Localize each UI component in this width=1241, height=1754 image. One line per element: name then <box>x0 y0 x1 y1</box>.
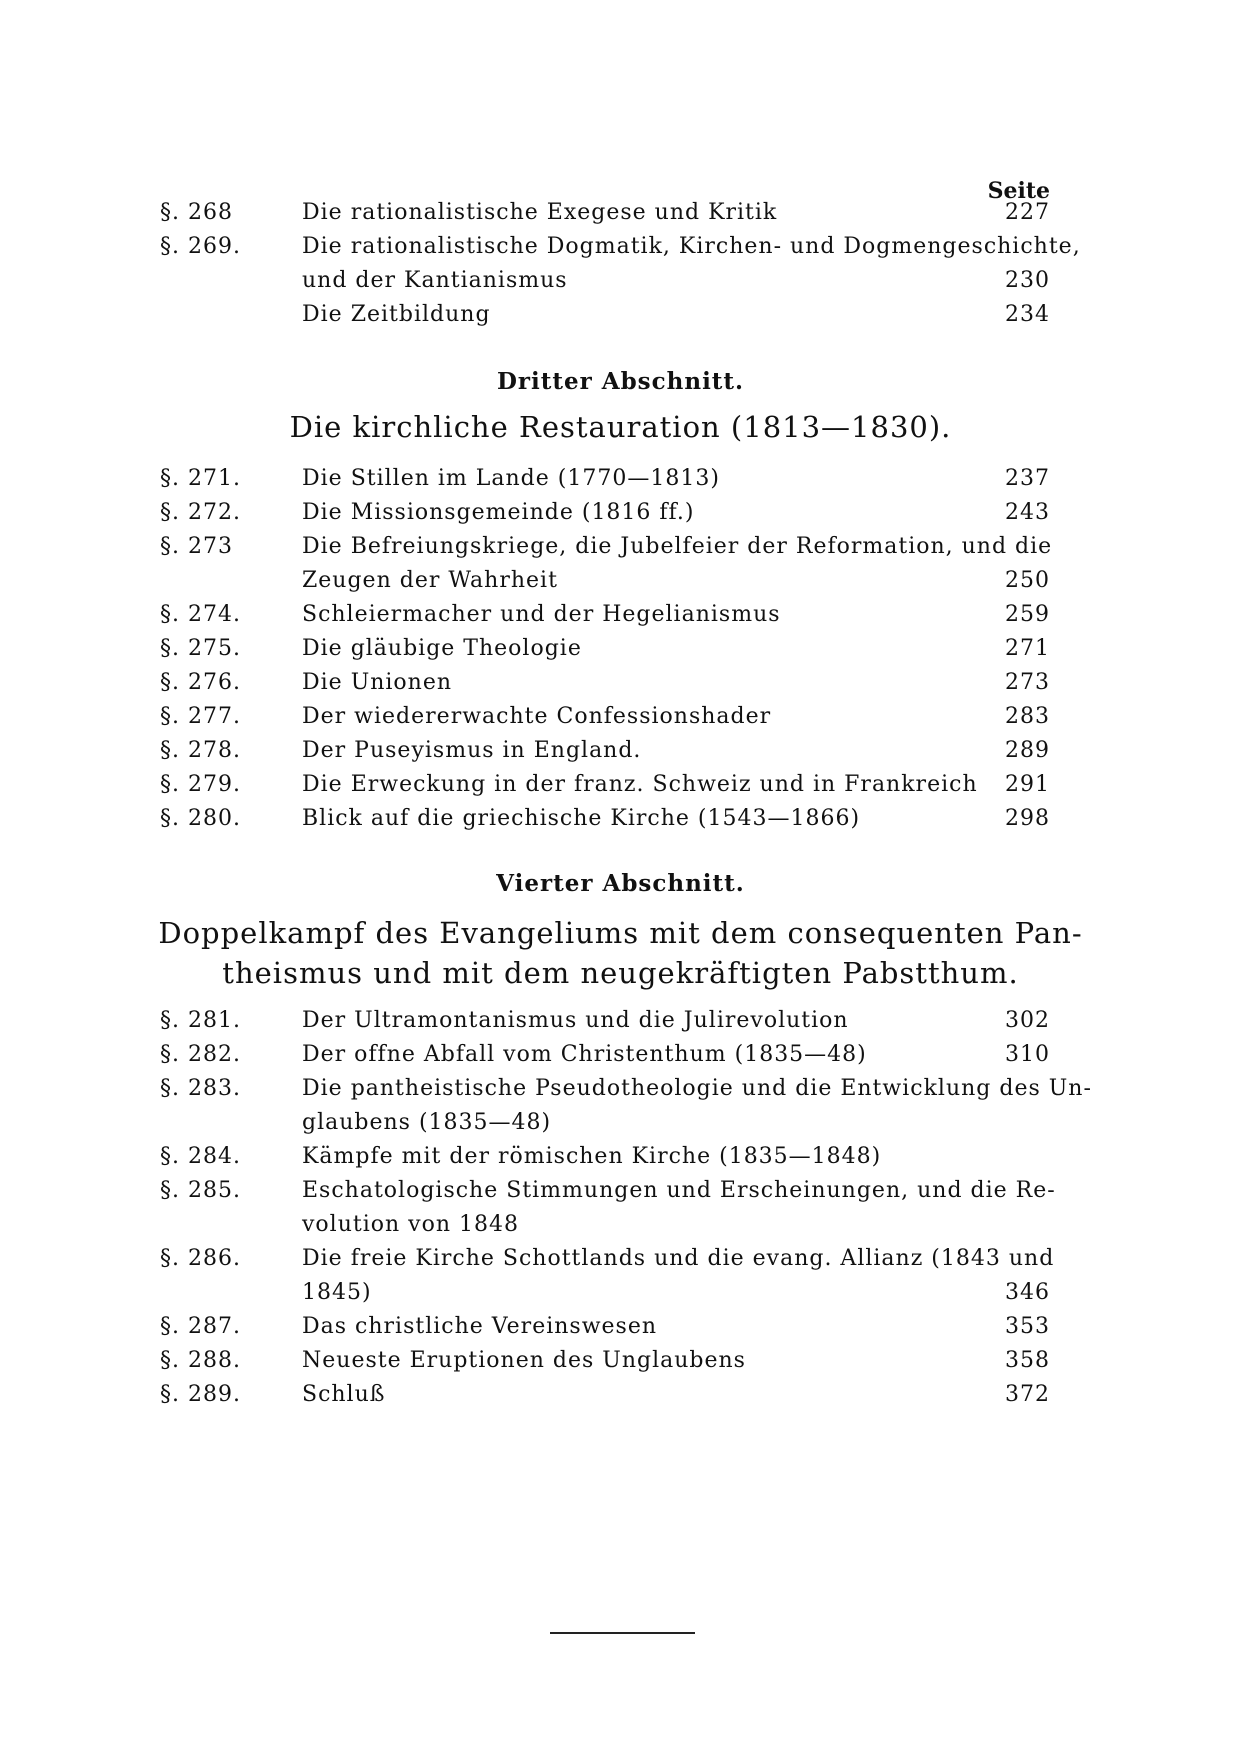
toc-entry <box>160 602 1050 638</box>
entry-page: 273 <box>1005 670 1050 695</box>
entry-number: §. 286. <box>160 1246 241 1271</box>
toc-entry <box>160 1212 1050 1248</box>
toc-entry <box>160 500 1050 536</box>
entry-title: Zeugen der Wahrheit <box>302 568 558 593</box>
toc-entry <box>160 234 1081 270</box>
entry-title: Der offne Abfall vom Christenthum (1835—48) <box>302 1042 867 1067</box>
toc-entry <box>160 738 1050 774</box>
entry-number: §. 287. <box>160 1314 241 1339</box>
entry-page: 227 <box>1005 200 1050 225</box>
entry-number: §. 288. <box>160 1348 241 1373</box>
entry-number: §. 284. <box>160 1144 241 1169</box>
entry-number: §. 271. <box>160 466 241 491</box>
entry-page: 302 <box>1005 1008 1050 1033</box>
toc-entry <box>160 302 1050 338</box>
toc-entry <box>160 1008 1050 1044</box>
entry-title: Das christliche Vereinswesen <box>302 1314 658 1339</box>
entry-title: Die Zeitbildung <box>302 302 491 327</box>
entry-number: §. 277. <box>160 704 241 729</box>
toc-entry <box>160 704 1050 740</box>
entry-number: §. 285. <box>160 1178 241 1203</box>
toc-entry <box>160 534 1053 570</box>
entry-title: Blick auf die griechische Kirche (1543—1866) <box>302 806 861 831</box>
toc-entry <box>160 568 1050 604</box>
entry-title: Die gläubige Theologie <box>302 636 582 661</box>
entry-page: 291 <box>1005 772 1050 797</box>
entry-number: §. 279. <box>160 772 241 797</box>
entry-title: Der wiedererwachte Confessionshader <box>302 704 772 729</box>
entry-title: Schluß <box>302 1382 386 1407</box>
entry-title: und der Kantianismus <box>302 268 568 293</box>
toc-entry <box>160 1178 1056 1214</box>
toc-entry <box>160 1246 1055 1282</box>
entry-number: §. 272. <box>160 500 241 525</box>
section-title-restauration: Die kirchliche Restauration (1813—1830). <box>289 410 952 444</box>
entry-page: 346 <box>1005 1280 1050 1305</box>
toc-entry <box>160 670 1050 706</box>
entry-page: 310 <box>1005 1042 1050 1067</box>
section-title-line-2: theismus und mit dem neugekräftigten Pabstthum. <box>222 956 1019 990</box>
entry-title: Neueste Eruptionen des Unglaubens <box>302 1348 746 1373</box>
entry-title: 1845) <box>302 1280 372 1305</box>
entry-number: §. 289. <box>160 1382 241 1407</box>
entry-title: Die freie Kirche Schottlands und die evang. Allianz (1843 und <box>302 1246 1055 1271</box>
entry-title: Die rationalistische Exegese und Kritik <box>302 200 778 225</box>
entry-title: Die pantheistische Pseudotheologie und die Entwicklung des Un- <box>302 1076 1092 1101</box>
toc-entry <box>160 1348 1050 1384</box>
toc-entry <box>160 1076 1092 1112</box>
entry-title: Schleiermacher und der Hegelianismus <box>302 602 781 627</box>
seite-column-label: Seite <box>987 178 1050 204</box>
entry-page: 237 <box>1005 466 1050 491</box>
toc-entry <box>160 268 1050 304</box>
entry-page: 298 <box>1005 806 1050 831</box>
entry-title: Die Erweckung in der franz. Schweiz und in Frankreich <box>302 772 978 797</box>
entry-number: §. 281. <box>160 1008 241 1033</box>
entry-page: 250 <box>1005 568 1050 593</box>
closing-rule <box>550 1632 695 1634</box>
entry-number: §. 268 <box>160 200 233 225</box>
section-title-line-1: Doppelkampf des Evangeliums mit dem consequenten Pan- <box>158 916 1083 950</box>
entry-number: §. 280. <box>160 806 241 831</box>
section-label-dritter: Dritter Abschnitt. <box>496 368 745 395</box>
entry-title: Die Befreiungskriege, die Jubelfeier der Reformation, und die <box>302 534 1053 559</box>
entry-number: §. 275. <box>160 636 241 661</box>
toc-entry <box>160 1144 1050 1180</box>
entry-page: 243 <box>1005 500 1050 525</box>
toc-entry <box>160 466 1050 502</box>
entry-title: Der Ultramontanismus und die Julirevolution <box>302 1008 849 1033</box>
entry-page: 259 <box>1005 602 1050 627</box>
entry-number: §. 273 <box>160 534 233 559</box>
entry-title: Die Stillen im Lande (1770—1813) <box>302 466 720 491</box>
entry-title: Die rationalistische Dogmatik, Kirchen- und Dogmengeschichte, <box>302 234 1081 259</box>
entry-title: Eschatologische Stimmungen und Erscheinungen, und die Re- <box>302 1178 1056 1203</box>
entry-page: 358 <box>1005 1348 1050 1373</box>
entry-title: Die Unionen <box>302 670 453 695</box>
entry-title: glaubens (1835—48) <box>302 1110 552 1135</box>
toc-entry <box>160 1042 1050 1078</box>
entry-page: 283 <box>1005 704 1050 729</box>
entry-page: 271 <box>1005 636 1050 661</box>
toc-entry <box>160 636 1050 672</box>
entry-number: §. 276. <box>160 670 241 695</box>
toc-entry <box>160 1280 1050 1316</box>
entry-number: §. 283. <box>160 1076 241 1101</box>
toc-entry <box>160 772 1050 808</box>
toc-entry <box>160 200 1050 236</box>
entry-number: §. 278. <box>160 738 241 763</box>
entry-title: Der Puseyismus in England. <box>302 738 642 763</box>
toc-entry <box>160 806 1050 842</box>
toc-entry <box>160 1110 1050 1146</box>
entry-page: 289 <box>1005 738 1050 763</box>
entry-number: §. 274. <box>160 602 241 627</box>
entry-page: 353 <box>1005 1314 1050 1339</box>
entry-number: §. 269. <box>160 234 241 259</box>
entry-title: Die Missionsgemeinde (1816 ff.) <box>302 500 695 525</box>
entry-title: Kämpfe mit der römischen Kirche (1835—1848) <box>302 1144 882 1169</box>
entry-number: §. 282. <box>160 1042 241 1067</box>
entry-page: 372 <box>1005 1382 1050 1407</box>
entry-page: 234 <box>1005 302 1050 327</box>
toc-entry <box>160 1314 1050 1350</box>
toc-entry <box>160 1382 1050 1418</box>
entry-page: 230 <box>1005 268 1050 293</box>
entry-title: volution von 1848 <box>302 1212 519 1237</box>
section-label-vierter: Vierter Abschnitt. <box>496 870 745 897</box>
